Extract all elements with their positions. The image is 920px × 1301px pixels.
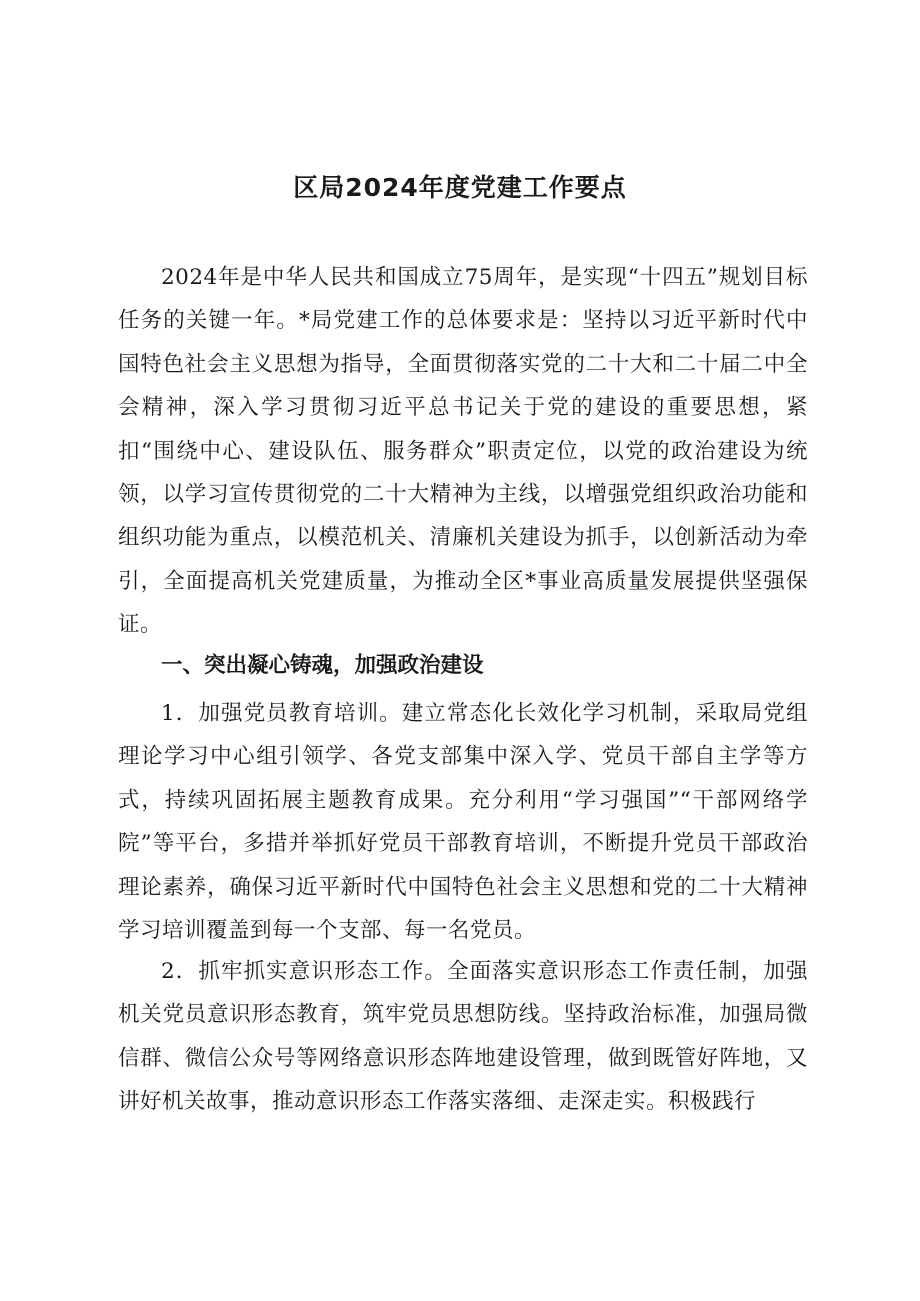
item-paragraph-2: 2．抓牢抓实意识形态工作。全面落实意识形态工作责任制，加强机关党员意识形态教育，筑牢党员思想防线。坚持政治标准，加强局微信群、微信公众号等网络意识形态阵地建设管理，做到既管好阵地，又讲好机关故事，推动意识形态工作落实落细、走深走实。积极践行 [118,959,808,1115]
document-title: 区局2024年度党建工作要点 [293,173,627,202]
section-heading-1: 一、突出凝心铸魂，加强政治建设 [161,653,484,678]
intro-paragraph: 2024年是中华人民共和国成立75周年，是实现“十四五”规划目标任务的关键一年。*局党建工作的总体要求是：坚持以习近平新时代中国特色社会主义思想为指导，全面贯彻落实党的二十大和二十届二中全会精神，深入学习贯彻习近平总书记关于党的建设的重要思想，紧扣“围绕中心、建设队伍、服务群众”职责定位，以党的政治建设为统领，以学习宣传贯彻党的二十大精神为主线，以增强党组织政治功能和组织功能为重点，以模范机关、清廉机关建设为抓手，以创新活动为牵引，全面提高机关党建质量，为推动全区*事业高质量发展提供坚强保证。 [118,265,808,638]
item-paragraph-1: 1．加强党员教育培训。建立常态化长效化学习机制，采取局党组理论学习中心组引领学、各党支部集中深入学、党员干部自主学等方式，持续巩固拓展主题教育成果。充分利用“学习强国”“干部网络学院”等平台，多措并举抓好党员干部教育培训，不断提升党员干部政治理论素养，确保习近平新时代中国特色社会主义思想和党的二十大精神学习培训覆盖到每一个支部、每一名党员。 [118,701,808,944]
